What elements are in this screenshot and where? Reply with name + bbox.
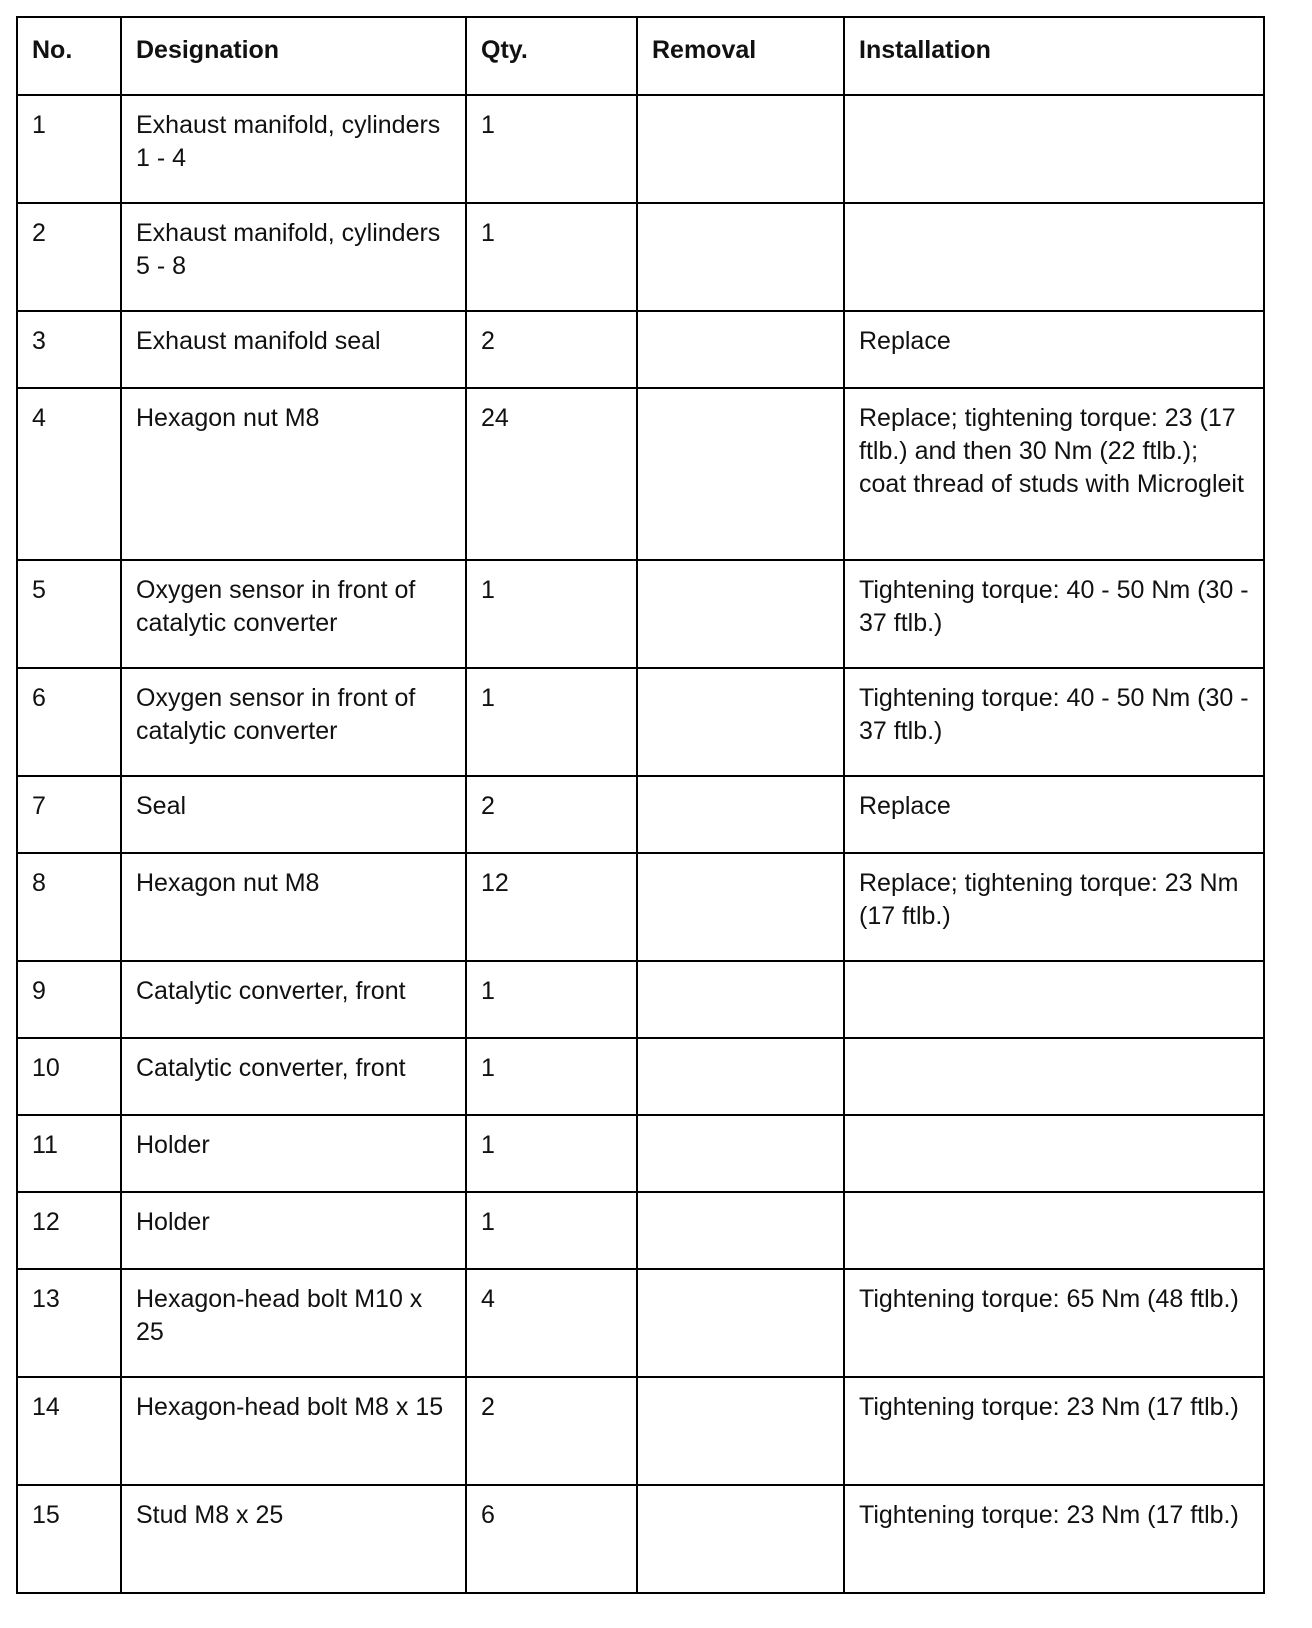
header-designation: Designation bbox=[121, 17, 466, 95]
cell-removal bbox=[637, 560, 844, 668]
header-qty: Qty. bbox=[466, 17, 637, 95]
cell-removal bbox=[637, 668, 844, 776]
cell-installation bbox=[844, 1038, 1264, 1115]
cell-qty: 1 bbox=[466, 1115, 637, 1192]
header-no: No. bbox=[17, 17, 121, 95]
cell-removal bbox=[637, 961, 844, 1038]
cell-designation: Exhaust manifold, cylinders 5 - 8 bbox=[121, 203, 466, 311]
cell-qty: 2 bbox=[466, 776, 637, 853]
cell-designation: Exhaust manifold, cylinders 1 - 4 bbox=[121, 95, 466, 203]
cell-qty: 12 bbox=[466, 853, 637, 961]
cell-qty: 2 bbox=[466, 1377, 637, 1485]
cell-no: 5 bbox=[17, 560, 121, 668]
cell-designation: Exhaust manifold seal bbox=[121, 311, 466, 388]
cell-removal bbox=[637, 1269, 844, 1377]
cell-installation bbox=[844, 95, 1264, 203]
header-row bbox=[17, 17, 1264, 95]
cell-removal bbox=[637, 1377, 844, 1485]
cell-qty: 1 bbox=[466, 1038, 637, 1115]
cell-installation: Replace bbox=[844, 311, 1264, 388]
cell-qty: 2 bbox=[466, 311, 637, 388]
cell-qty: 1 bbox=[466, 203, 637, 311]
cell-no: 4 bbox=[17, 388, 121, 560]
cell-qty: 24 bbox=[466, 388, 637, 560]
table-row bbox=[17, 961, 1264, 1038]
cell-no: 6 bbox=[17, 668, 121, 776]
cell-designation: Catalytic converter, front bbox=[121, 961, 466, 1038]
cell-qty: 1 bbox=[466, 668, 637, 776]
cell-no: 15 bbox=[17, 1485, 121, 1593]
table-row bbox=[17, 776, 1264, 853]
cell-removal bbox=[637, 203, 844, 311]
cell-no: 10 bbox=[17, 1038, 121, 1115]
table-row bbox=[17, 1038, 1264, 1115]
cell-removal bbox=[637, 388, 844, 560]
cell-no: 14 bbox=[17, 1377, 121, 1485]
cell-installation bbox=[844, 961, 1264, 1038]
cell-designation: Oxygen sensor in front of catalytic converter bbox=[121, 668, 466, 776]
header-removal: Removal bbox=[637, 17, 844, 95]
cell-no: 3 bbox=[17, 311, 121, 388]
cell-removal bbox=[637, 853, 844, 961]
cell-no: 11 bbox=[17, 1115, 121, 1192]
cell-removal bbox=[637, 1485, 844, 1593]
cell-removal bbox=[637, 1192, 844, 1269]
cell-installation: Tightening torque: 40 - 50 Nm (30 - 37 ftlb.) bbox=[844, 560, 1264, 668]
cell-qty: 1 bbox=[466, 560, 637, 668]
cell-designation: Hexagon nut M8 bbox=[121, 388, 466, 560]
cell-installation: Tightening torque: 40 - 50 Nm (30 - 37 ftlb.) bbox=[844, 668, 1264, 776]
cell-installation bbox=[844, 1115, 1264, 1192]
cell-installation: Tightening torque: 23 Nm (17 ftlb.) bbox=[844, 1377, 1264, 1485]
cell-removal bbox=[637, 95, 844, 203]
cell-qty: 6 bbox=[466, 1485, 637, 1593]
cell-designation: Seal bbox=[121, 776, 466, 853]
cell-removal bbox=[637, 1115, 844, 1192]
table-row bbox=[17, 203, 1264, 311]
table-row bbox=[17, 1485, 1264, 1593]
cell-no: 2 bbox=[17, 203, 121, 311]
cell-designation: Holder bbox=[121, 1115, 466, 1192]
cell-designation: Stud M8 x 25 bbox=[121, 1485, 466, 1593]
cell-no: 12 bbox=[17, 1192, 121, 1269]
cell-designation: Hexagon-head bolt M8 x 15 bbox=[121, 1377, 466, 1485]
cell-designation: Holder bbox=[121, 1192, 466, 1269]
cell-qty: 4 bbox=[466, 1269, 637, 1377]
cell-no: 9 bbox=[17, 961, 121, 1038]
cell-installation: Tightening torque: 23 Nm (17 ftlb.) bbox=[844, 1485, 1264, 1593]
cell-installation bbox=[844, 1192, 1264, 1269]
table-row bbox=[17, 95, 1264, 203]
cell-no: 8 bbox=[17, 853, 121, 961]
table-row bbox=[17, 560, 1264, 668]
table-row bbox=[17, 388, 1264, 560]
header-installation: Installation bbox=[844, 17, 1264, 95]
cell-no: 7 bbox=[17, 776, 121, 853]
cell-designation: Hexagon nut M8 bbox=[121, 853, 466, 961]
cell-removal bbox=[637, 311, 844, 388]
cell-installation: Replace bbox=[844, 776, 1264, 853]
cell-no: 1 bbox=[17, 95, 121, 203]
table-row bbox=[17, 1269, 1264, 1377]
table-row bbox=[17, 1377, 1264, 1485]
cell-no: 13 bbox=[17, 1269, 121, 1377]
cell-designation: Oxygen sensor in front of catalytic converter bbox=[121, 560, 466, 668]
cell-designation: Hexagon-head bolt M10 x 25 bbox=[121, 1269, 466, 1377]
cell-installation: Tightening torque: 65 Nm (48 ftlb.) bbox=[844, 1269, 1264, 1377]
table-row bbox=[17, 311, 1264, 388]
cell-installation: Replace; tightening torque: 23 (17 ftlb.) and then 30 Nm (22 ftlb.); coat thread of studs with Microgleit bbox=[844, 388, 1264, 560]
cell-qty: 1 bbox=[466, 95, 637, 203]
parts-table bbox=[16, 16, 1265, 1594]
table-row bbox=[17, 1115, 1264, 1192]
cell-installation bbox=[844, 203, 1264, 311]
table-row bbox=[17, 1192, 1264, 1269]
cell-installation: Replace; tightening torque: 23 Nm (17 ftlb.) bbox=[844, 853, 1264, 961]
cell-removal bbox=[637, 776, 844, 853]
table-row bbox=[17, 668, 1264, 776]
cell-designation: Catalytic converter, front bbox=[121, 1038, 466, 1115]
cell-qty: 1 bbox=[466, 1192, 637, 1269]
table-row bbox=[17, 853, 1264, 961]
cell-qty: 1 bbox=[466, 961, 637, 1038]
cell-removal bbox=[637, 1038, 844, 1115]
